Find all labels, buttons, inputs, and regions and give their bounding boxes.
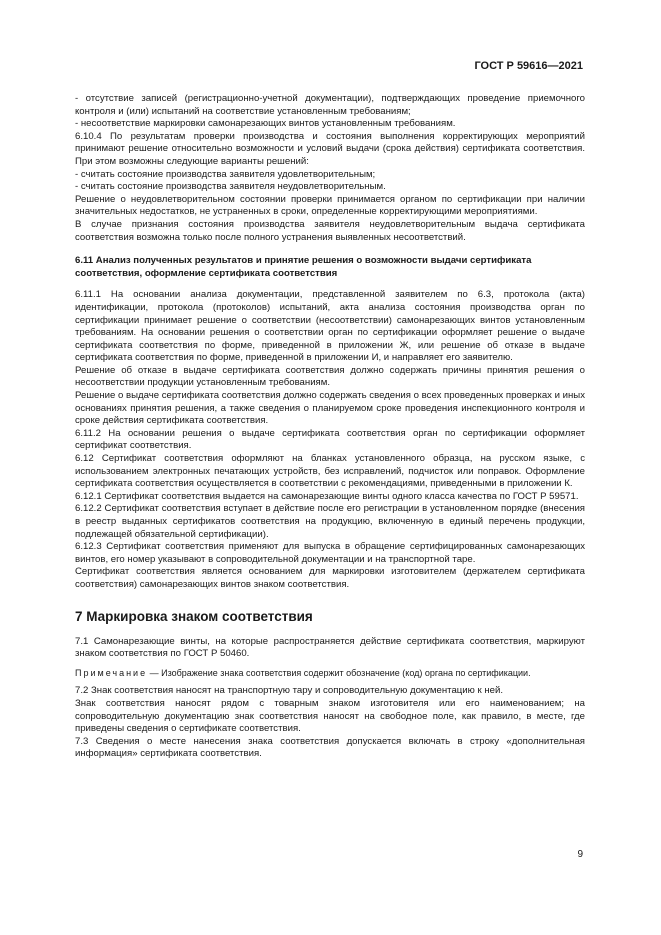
paragraph: В случае признания состояния производства заявителя неудовлетворительным выдача сертификата соответствия возможна только после полного устранения выявленных несоответствий. — [75, 218, 585, 243]
document-id: ГОСТ Р 59616—2021 — [474, 60, 583, 72]
paragraph: 7.3 Сведения о месте нанесения знака соответствия допускается включать в строку «дополнительная информация» сертификата соответствия. — [75, 735, 585, 760]
section-heading-7: 7 Маркировка знаком соответствия — [75, 608, 313, 624]
paragraph: - отсутствие записей (регистрационно-учетной документации), подтверждающих проведение приемочного контроля и (или) испытаний на соответствие установленным требованиям; — [75, 93, 585, 117]
paragraph: Сертификат соответствия является основанием для маркировки изготовителем (держателем сертификата соответствия) самонарезающих винтов знаком соответствия. — [75, 566, 585, 590]
paragraph: Решение об отказе в выдаче сертификата соответствия должно содержать причины принятия решения о несоответствии продукции установленным требованиям. — [75, 364, 585, 389]
paragraph: 6.12.2 Сертификат соответствия вступает в действие после его регистрации в установленном порядке (внесения в реестр выданных сертификатов соответствия на продукцию, включенную в единый перечень продукции, подлежащей обязательной сертификации). — [75, 503, 585, 540]
paragraph: Знак соответствия наносят рядом с товарным знаком изготовителя или его наименованием; на сопроводительную документацию знак соответствия наносят на свободное поле, как правило, в месте, где приведены сведения о сертификате соответствия. — [75, 697, 585, 735]
paragraph: 6.11.1 На основании анализа документации, представленной заявителем по 6.3, протокола (акта) идентификации, протокола (протоколов) испытаний, акта анализа состояния производства орган по сертификации принимает решение о соответствии (несоответствии) самонарезающих винтов установленным требованиям. На основании решения о соответствии орган по сертификации оформляет решение о выдаче сертификата соответствия по форме, приведенной в приложении Ж, или решение об отказе в выдаче сертификата соответствия по форме, приведенной в приложении И, и направляет его заявителю. — [75, 289, 585, 364]
paragraph: 6.10.4 По результатам проверки производства и состояния выполнения корректирующих мероприятий принимают решение относительно возможности и условий выдачи (срока действия) сертификата соответствия. При этом возможны следующие варианты решений: — [75, 130, 585, 167]
paragraph: - несоответствие маркировки самонарезающих винтов установленным требованиям. — [75, 118, 456, 130]
note-text: — Изображение знака соответствия содержит обозначение (код) органа по сертификации. — [147, 667, 531, 678]
paragraph: 6.12.3 Сертификат соответствия применяют для выпуска в обращение сертифицированных самонарезающих винтов, его номер указывают в сопроводительной документации и на транспортной таре. — [75, 541, 585, 565]
paragraph: - считать состояние производства заявителя неудовлетворительным. — [75, 181, 386, 193]
paragraph: Решение о неудовлетворительном состоянии проверки принимается органом по сертификации при наличии значительных недостатков, не устраненных в сроки, определенные корректирующими мероприятиями. — [75, 193, 585, 218]
paragraph: 7.1 Самонарезающие винты, на которые распространяется действие сертификата соответствия, маркируют знаком соответствия по ГОСТ Р 50460. — [75, 635, 585, 660]
paragraph: 6.12.1 Сертификат соответствия выдается на самонарезающие винты одного класса качества по ГОСТ Р 59571. — [75, 490, 579, 502]
paragraph: Решение о выдаче сертификата соответствия должно содержать сведения о всех проведенных проверках и иных основаниях принятия решения, а также сведения о планируемом сроке проведения инспекционного контроля и сроке действия сертификата соответствия. — [75, 390, 586, 427]
page-number: 9 — [577, 849, 583, 860]
paragraph: 6.12 Сертификат соответствия оформляют на бланках установленного образца, на русском языке, с использованием электронных печатающих устройств, без исправлений, подчисток или поправок. Оформление сертификата соответствия осуществляется в соответствии с рекомендациями, приведенными в приложении К. — [75, 453, 585, 490]
paragraph: 7.2 Знак соответствия наносят на транспортную тару и сопроводительную документацию к ней. — [75, 685, 504, 697]
paragraph: 6.11.2 На основании решения о выдаче сертификата соответствия орган по сертификации оформляет сертификат соответствия. — [75, 427, 585, 452]
page-body — [75, 93, 585, 761]
paragraph: - считать состояние производства заявителя удовлетворительным; — [75, 168, 376, 180]
note-label: Примечание — [75, 667, 148, 678]
note — [75, 667, 585, 680]
section-heading-6-11: 6.11 Анализ полученных результатов и принятие решения о возможности выдачи сертификата соответствия, оформление сертификата соответствия — [75, 255, 532, 279]
